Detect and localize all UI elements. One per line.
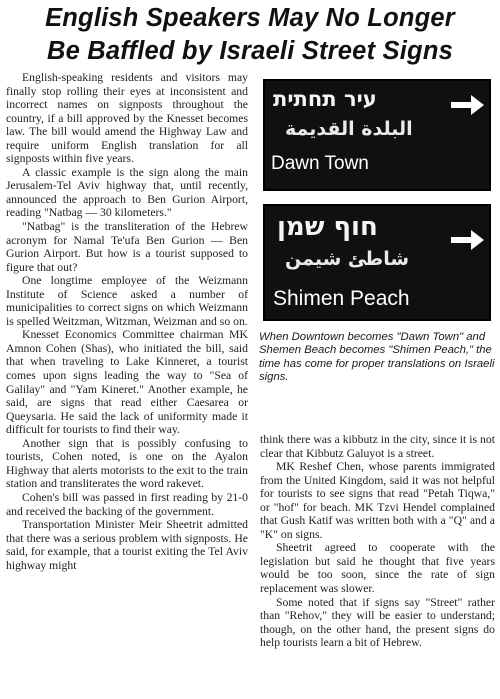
article-left-column (6, 71, 248, 572)
paragraph: think there was a kibbutz in the city, since it is not clear that Kibbutz Galuyot is a street. (260, 433, 495, 460)
sign-english-text: Dawn Town (271, 153, 369, 174)
arrow-right-icon (451, 93, 485, 117)
sign-arabic-text: البلدة القديمة (285, 118, 413, 140)
headline-line-1: English Speakers May No Longer (45, 4, 455, 32)
sign-shimen-peach (263, 204, 491, 321)
paragraph: Transportation Minister Meir Sheetrit admitted that there was a serious problem with signposts. He said, for example, that a tourist exiting the Tel Aviv highway might (6, 518, 248, 572)
sign-arabic-text: شاطئ شيمن (285, 248, 410, 270)
sign-hebrew-text: עיר תחתית (273, 87, 377, 111)
street-signs-photo (257, 71, 497, 326)
paragraph: Knesset Economics Committee chairman MK Amnon Cohen (Shas), who initiated the bill, said that when traveling to Lake Kinneret, a tourist comes upon signs leading the way to "Sea of Galilay" and "Yam Kineret." Another example, he said, are signs that read either Caesarea or Queysaria. He said the lack of uniformity made it difficult for tourists to find their way. (6, 328, 248, 437)
paragraph: Cohen's bill was passed in first reading by 21-0 and received the backing of the government. (6, 490, 248, 518)
paragraph: One longtime employee of the Weizmann Institute of Science asked a number of municipalities to correct signs on which Weizmann is spelled Weitzman, Witzman, Weizman and so on. (6, 274, 248, 328)
arrow-right-icon (451, 228, 485, 252)
paragraph: Sheetrit agreed to cooperate with the legislation but said he thought that five years would be too soon, since the rate of sign replacement was slower. (260, 541, 495, 596)
paragraph: English-speaking residents and visitors may finally stop rolling their eyes at inconsistent and incorrect names on signposts throughout the country, if a bill approved by the Knesset becomes law. The bill would amend the Highway Law and require uniform English translation for all signposts within five years. (6, 71, 248, 166)
sign-dawn-town (263, 79, 491, 191)
headline (0, 2, 500, 68)
headline-line-2: Be Baffled by Israeli Street Signs (47, 37, 453, 65)
sign-hebrew-text: חוף שמן (277, 212, 378, 242)
paragraph: MK Reshef Chen, whose parents immigrated from the United Kingdom, said it was not helpful for tourists to see signs that read "Petah Tiqwa," or "hof" for beach. MK Tzvi Hendel complained that Gush Katif was written both with a "Q" and a "K" on signs. (260, 460, 495, 541)
paragraph: A classic example is the sign along the main Jerusalem-Tel Aviv highway that, until recently, announced the approach to Ben Gurion Airport, reading "Natbag — 30 kilometers." (6, 165, 248, 220)
paragraph: "Natbag" is the transliteration of the Hebrew acronym for Namal Te'ufa Ben Gurion — Ben Gurion Airport. But how is a tourist supposed to figure that out? (6, 220, 248, 274)
paragraph: Some noted that if signs say "Street" rather than "Rehov," they will be easier to understand; though, on the other hand, the present signs do help tourists learn a bit of Hebrew. (260, 595, 495, 650)
article-right-column (260, 433, 495, 650)
photo-caption: When Downtown becomes "Dawn Town" and Shemen Beach becomes "Shimen Peach," the time has come for proper translations on Israeli signs. (259, 331, 495, 383)
paragraph: Another sign that is possibly confusing to tourists, Cohen noted, is one on the Ayalon Highway that alerts motorists to the exit to the train station and transliterates the word rakevet. (6, 436, 248, 491)
sign-english-text: Shimen Peach (273, 287, 410, 310)
